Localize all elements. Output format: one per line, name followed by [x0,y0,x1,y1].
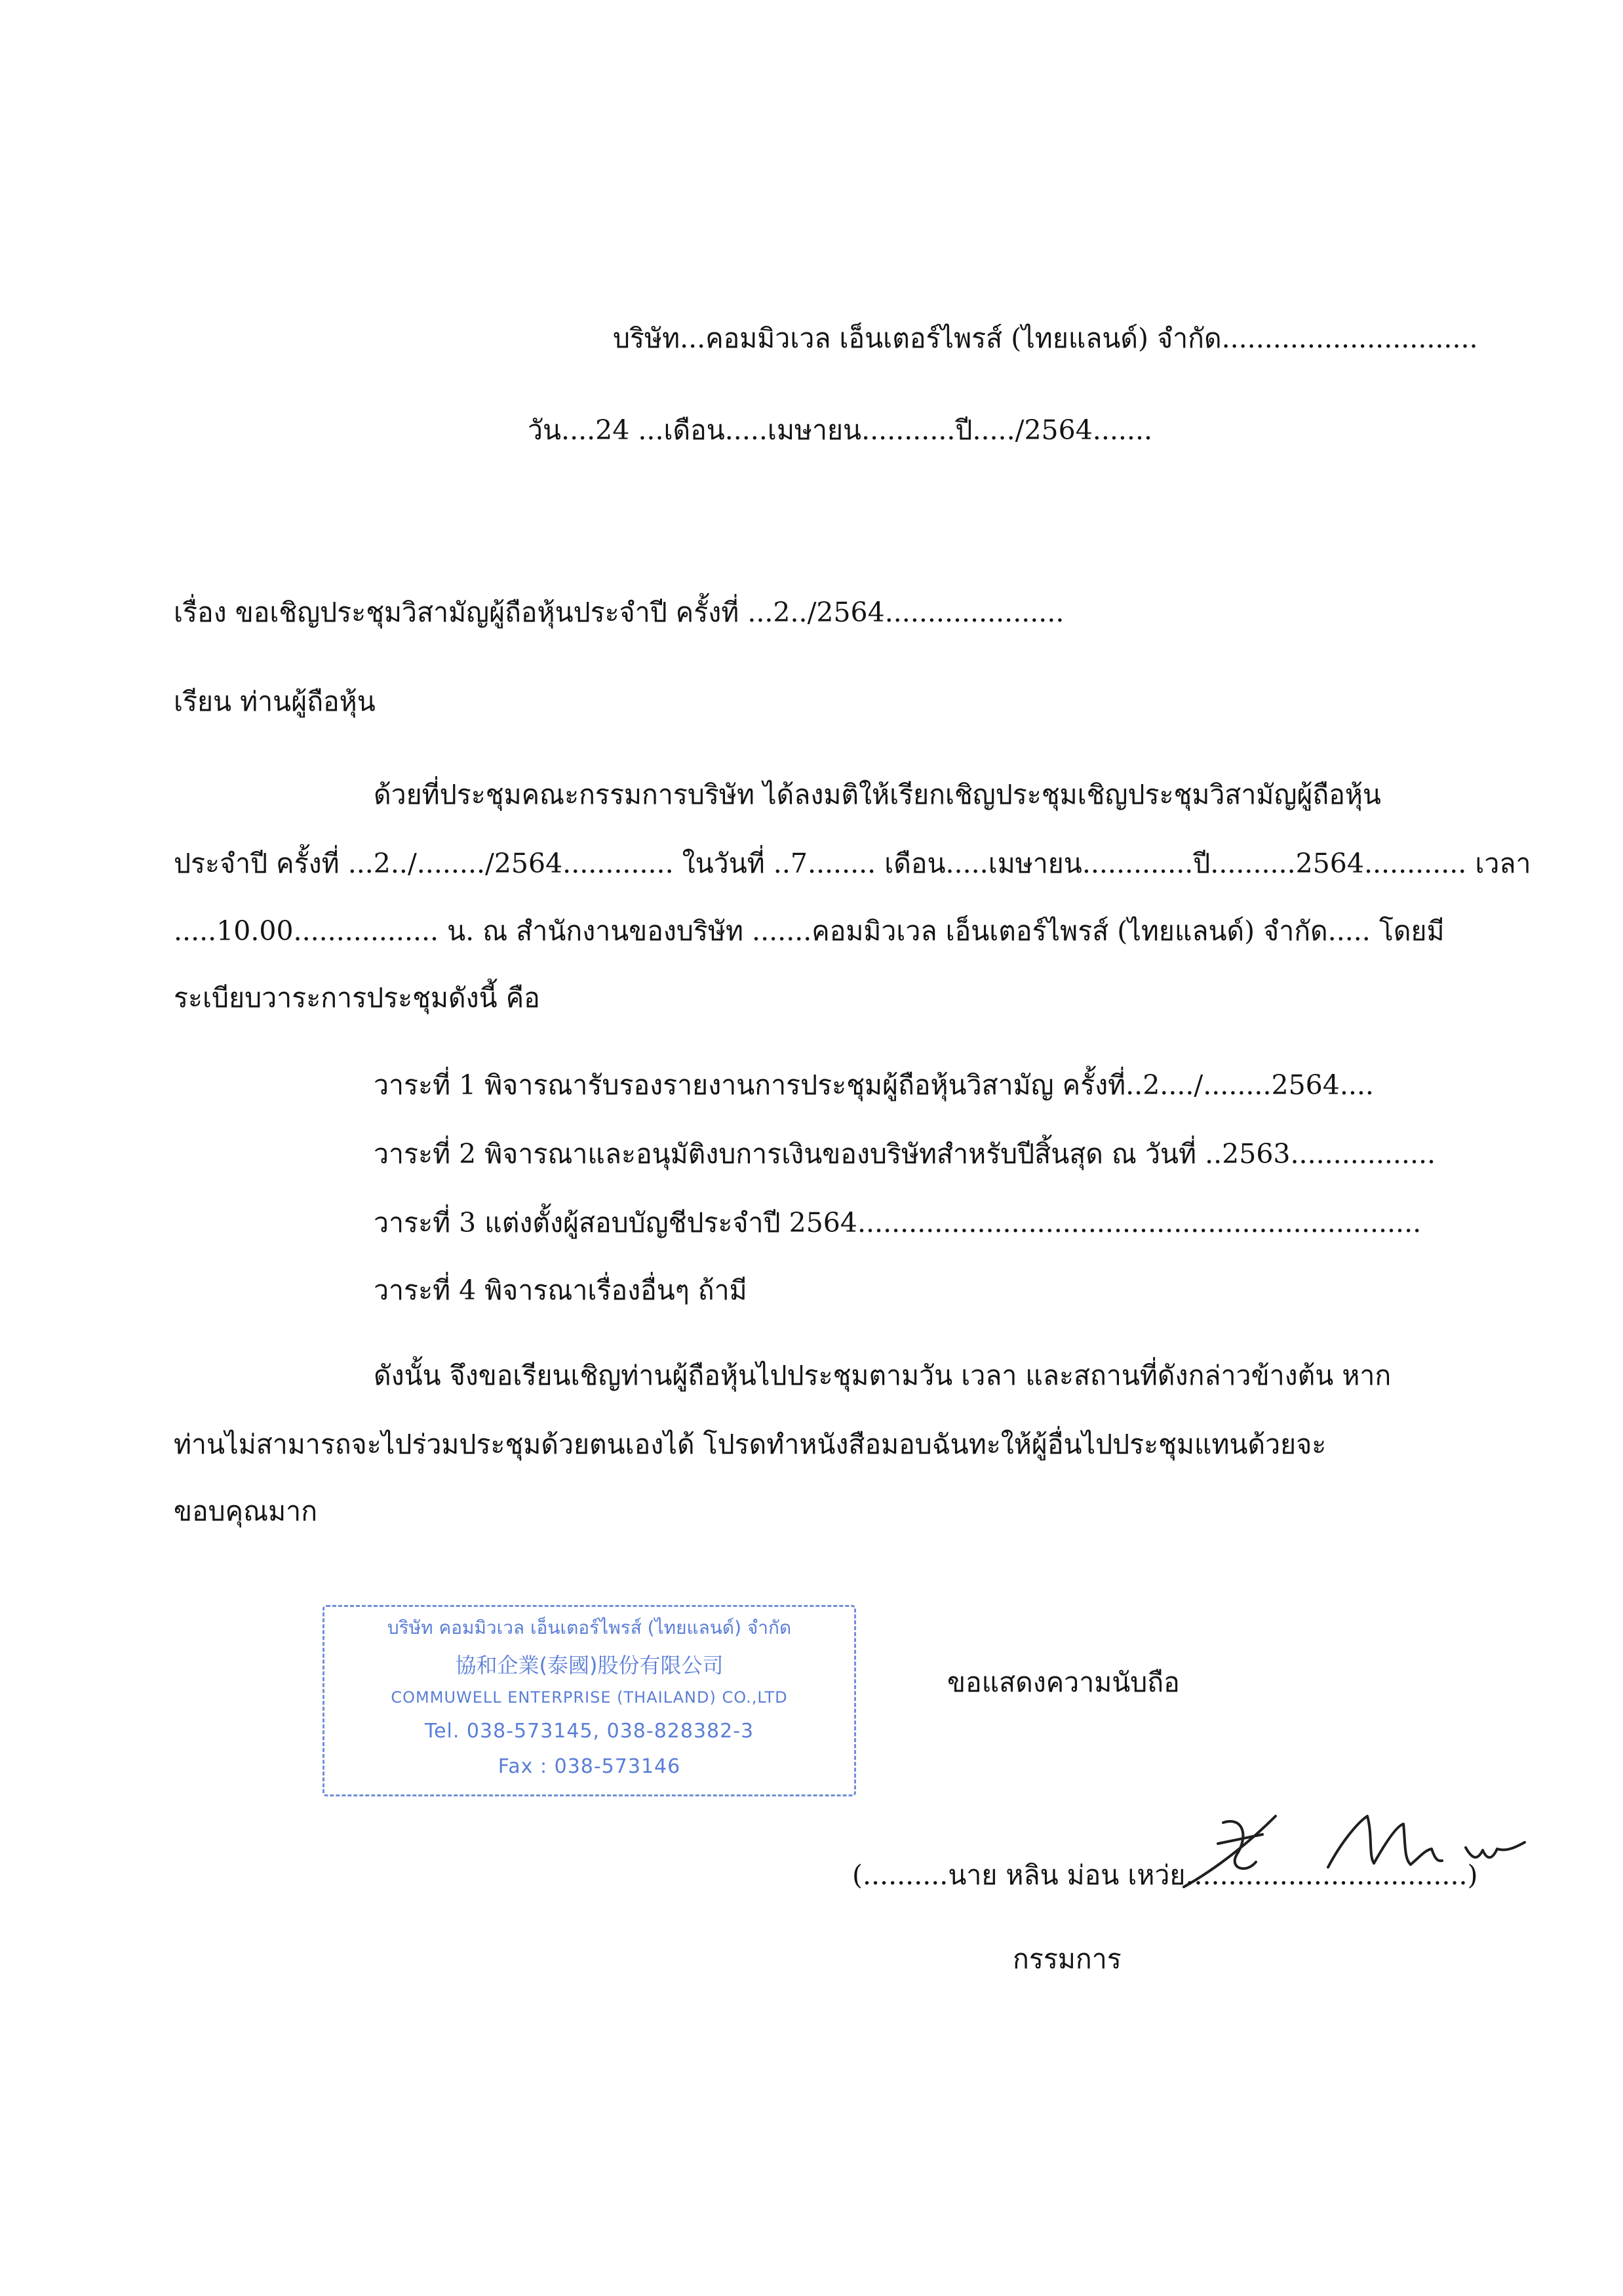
salutation-line: เรียน ท่านผู้ถือหุ้น [174,686,376,717]
date-line: วัน....24 ...เดือน.....เมษายน...........ปี...../2564....... [528,414,1153,446]
body-line-4: ระเบียบวาระการประชุมดังนี้ คือ [174,982,540,1014]
agenda-item-1: วาระที่ 1 พิจารณารับรองรายงานการประชุมผู้ถือหุ้นวิสามัญ ครั้งที่..2..../........2564.... [374,1069,1374,1101]
signer-name: (..........นาย หลิน ม่อน เหว่ย.................................) [852,1859,1478,1891]
company-stamp [323,1605,856,1796]
stamp-fax: Fax : 038-573146 [498,1755,681,1778]
stamp-chinese-name: 協和企業(泰國)股份有限公司 [455,1653,724,1678]
stamp-english-name: COMMUWELL ENTERPRISE (THAILAND) CO.,LTD [391,1688,788,1707]
signer-title: กรรมการ [1013,1943,1122,1975]
body-line-2: ประจำปี ครั้งที่ ...2../......../2564............. ในวันที่ ..7........ เดือน.....เมษายน.............ปี..........2564............ เวลา [174,848,1531,879]
stamp-thai-name: บริษัท คอมมิวเวล เอ็นเตอร์ไพรส์ (ไทยแลนด์) จำกัด [387,1617,792,1638]
agenda-item-3: วาระที่ 3 แต่งตั้งผู้สอบบัญชีประจำปี 2564.................................................................. [374,1207,1422,1238]
closing-line-1: ดังนั้น จึงขอเรียนเชิญท่านผู้ถือหุ้นไปประชุมตามวัน เวลา และสถานที่ดังกล่าวข้างต้น หาก [374,1360,1392,1391]
company-line: บริษัท...คอมมิวเวล เอ็นเตอร์ไพรส์ (ไทยแลนด์) จำกัด.............................. [613,323,1478,354]
closing-line-2: ท่านไม่สามารถจะไปร่วมประชุมด้วยตนเองได้ โปรดทำหนังสือมอบฉันทะให้ผู้อื่นไปประชุมแทนด้วยจะ [174,1429,1327,1460]
closing-regards: ขอแสดงความนับถือ [947,1667,1180,1698]
body-line-1: ด้วยที่ประชุมคณะกรรมการบริษัท ได้ลงมติให้เรียกเชิญประชุมเชิญประชุมวิสามัญผู้ถือหุ้น [374,779,1381,810]
closing-line-3: ขอบคุณมาก [174,1495,318,1527]
subject-line: เรื่อง ขอเชิญประชุมวิสามัญผู้ถือหุ้นประจำปี ครั้งที่ ...2../2564..................... [174,597,1065,628]
agenda-item-4: วาระที่ 4 พิจารณาเรื่องอื่นๆ ถ้ามี [374,1275,747,1306]
stamp-phone: Tel. 038-573145, 038-828382-3 [424,1720,754,1743]
agenda-item-2: วาระที่ 2 พิจารณาและอนุมัติงบการเงินของบริษัทสำหรับปีสิ้นสุด ณ วันที่ ..2563................. [374,1138,1436,1170]
body-line-3: .....10.00................. น. ณ สำนักงานของบริษัท .......คอมมิวเวล เอ็นเตอร์ไพรส์ (ไทยแลนด์) จำกัด..... โดยมี [174,915,1445,947]
